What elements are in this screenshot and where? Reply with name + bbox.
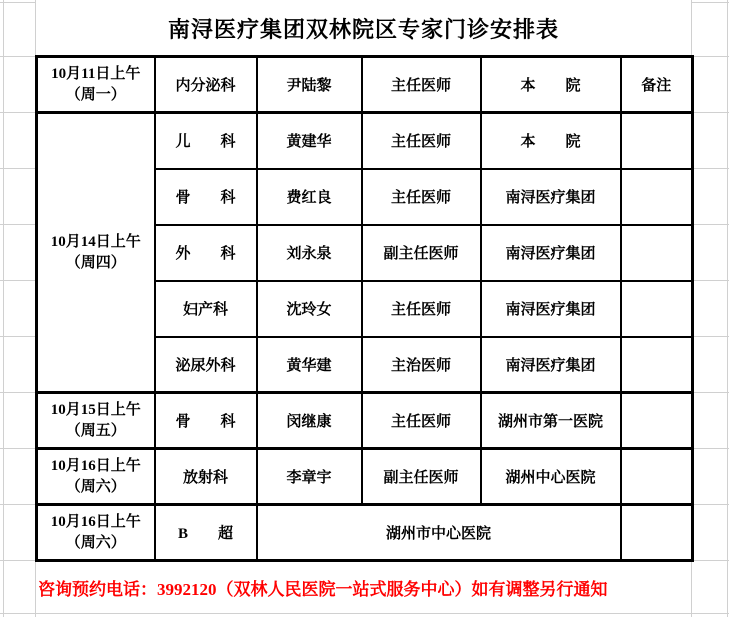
cell-doctor: 黄建华: [257, 113, 362, 169]
date-text: 10月15日上午: [50, 401, 141, 418]
cell-doctor: 刘永泉: [257, 225, 362, 281]
cell-note: [621, 169, 693, 225]
gridline-horizontal: [0, 613, 729, 614]
date-text: 10月16日上午: [50, 513, 141, 530]
cell-doctor: 闵继康: [257, 393, 362, 449]
cell-department: 妇产科: [155, 281, 257, 337]
cell-date: [37, 57, 155, 113]
cell-hospital: 湖州市第一医院: [481, 393, 621, 449]
cell-department: 儿 科: [155, 113, 257, 169]
cell-note: [621, 505, 693, 561]
cell-doctor: 李章宇: [257, 449, 362, 505]
weekday-text: （周六）: [65, 478, 126, 495]
cell-department: 内分泌科: [155, 57, 257, 113]
date-text: 10月11日上午: [51, 65, 141, 82]
cell-department: 放射科: [155, 449, 257, 505]
cell-date: [37, 393, 155, 449]
cell-title: 主任医师: [362, 113, 481, 169]
contact-notice: 咨询预约电话：3992120（双林人民医院一站式服务中心）如有调整另行通知: [38, 579, 608, 599]
cell-note: [621, 337, 693, 393]
cell-date: [37, 449, 155, 505]
cell-department: 泌尿外科: [155, 337, 257, 393]
weekday-text: （周四）: [65, 254, 126, 271]
cell-doctor: 尹陆黎: [257, 57, 362, 113]
table-row: [37, 393, 693, 449]
gridline-vertical: [727, 0, 728, 617]
table-row: [37, 57, 693, 113]
page-title: 南浔医疗集团双林院区专家门诊安排表: [36, 2, 691, 54]
cell-merged-hospital: 湖州市中心医院: [257, 505, 621, 561]
cell-doctor: 费红良: [257, 169, 362, 225]
cell-title: 副主任医师: [362, 449, 481, 505]
cell-doctor: 黄华建: [257, 337, 362, 393]
cell-note: [621, 281, 693, 337]
cell-note: [621, 393, 693, 449]
gridline-vertical: [3, 0, 4, 617]
cell-note: [621, 113, 693, 169]
cell-hospital: 本 院: [481, 113, 621, 169]
cell-title: 副主任医师: [362, 225, 481, 281]
cell-title: 主治医师: [362, 337, 481, 393]
cell-hospital: 南浔医疗集团: [481, 337, 621, 393]
cell-date: [37, 113, 155, 393]
table-row: [37, 113, 693, 169]
cell-title: 主任医师: [362, 57, 481, 113]
date-text: 10月14日上午: [50, 233, 141, 250]
cell-note: [621, 449, 693, 505]
cell-title: 主任医师: [362, 169, 481, 225]
table-row: [37, 449, 693, 505]
weekday-text: （周五）: [65, 422, 126, 439]
cell-hospital: 南浔医疗集团: [481, 225, 621, 281]
cell-date: [37, 505, 155, 561]
cell-department: 骨 科: [155, 169, 257, 225]
cell-hospital: 本 院: [481, 57, 621, 113]
weekday-text: （周一）: [65, 86, 126, 103]
cell-title: 主任医师: [362, 281, 481, 337]
cell-title: 主任医师: [362, 393, 481, 449]
schedule-table: [35, 55, 694, 562]
cell-doctor: 沈玲女: [257, 281, 362, 337]
cell-department: 外 科: [155, 225, 257, 281]
cell-hospital: 南浔医疗集团: [481, 281, 621, 337]
cell-department: B 超: [155, 505, 257, 561]
date-text: 10月16日上午: [50, 457, 141, 474]
weekday-text: （周六）: [65, 534, 126, 551]
cell-note: [621, 225, 693, 281]
cell-hospital: 南浔医疗集团: [481, 169, 621, 225]
cell-hospital: 湖州中心医院: [481, 449, 621, 505]
table-row: [37, 505, 693, 561]
cell-department: 骨 科: [155, 393, 257, 449]
cell-note: 备注: [621, 57, 693, 113]
